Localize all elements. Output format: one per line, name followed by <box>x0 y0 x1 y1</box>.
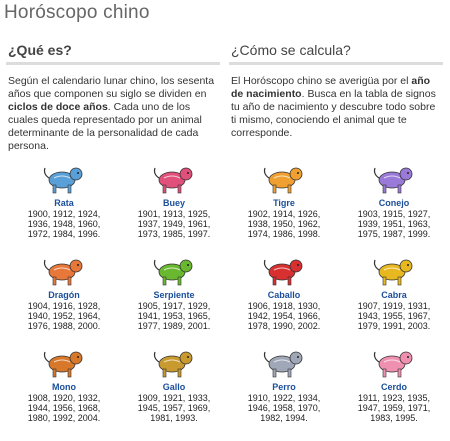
zodiac-sign-years: 1944, 1956, 1968, <box>27 403 101 413</box>
what-is-text-part: Según el calendario lunar chino, los sesenta años que componen su siglo se dividen en <box>8 75 215 100</box>
zodiac-sign-years: 1972, 1984, 1996. <box>27 229 101 239</box>
rabbit-icon <box>372 158 416 198</box>
zodiac-sign[interactable] <box>228 250 340 331</box>
zodiac-sign[interactable] <box>118 342 230 423</box>
dog-icon <box>262 342 306 382</box>
zodiac-sign-years: 1941, 1953, 1965, <box>137 311 211 321</box>
zodiac-sign-years: 1947, 1959, 1971, <box>357 403 431 413</box>
zodiac-sign-name[interactable]: Cerdo <box>380 382 407 392</box>
zodiac-sign[interactable] <box>338 250 450 331</box>
zodiac-sign-name[interactable]: Tigre <box>273 198 295 208</box>
zodiac-sign-name[interactable]: Mono <box>52 382 76 392</box>
rooster-icon <box>152 342 196 382</box>
pig-icon <box>372 342 416 382</box>
zodiac-sign-years: 1982, 1994. <box>260 413 308 423</box>
horse-icon <box>262 250 306 290</box>
zodiac-grid <box>0 158 450 441</box>
zodiac-sign-years: 1908, 1920, 1932, <box>27 393 101 403</box>
how-calc-section <box>229 36 443 140</box>
zodiac-sign-years: 1937, 1949, 1961, <box>137 219 211 229</box>
zodiac-sign-years: 1975, 1987, 1999. <box>357 229 431 239</box>
zodiac-sign[interactable] <box>338 342 450 423</box>
zodiac-sign-years: 1973, 1985, 1997. <box>137 229 211 239</box>
zodiac-sign-years: 1977, 1989, 2001. <box>137 321 211 331</box>
how-calc-text-part: . Busca en la tabla de signos tu año de nacimiento y descubre todo sobre ti mismo, conociendo el animal que te corresponde. <box>231 88 436 139</box>
what-is-text <box>6 75 220 153</box>
zodiac-sign[interactable] <box>8 342 120 423</box>
zodiac-sign-years: 1978, 1990, 2002. <box>247 321 321 331</box>
zodiac-sign-years: 1911, 1923, 1935, <box>358 393 430 403</box>
what-is-heading: ¿Qué es? <box>6 36 220 65</box>
zodiac-sign-years: 1945, 1957, 1969, <box>137 403 211 413</box>
monkey-icon <box>42 342 86 382</box>
page-title: Horóscopo chino <box>4 2 150 23</box>
zodiac-sign-years: 1910, 1922, 1934, <box>247 393 321 403</box>
zodiac-sign-years: 1904, 1916, 1928, <box>27 301 101 311</box>
how-calc-text-bold: año de nacimiento <box>231 75 431 100</box>
zodiac-sign-years: 1983, 1995. <box>370 413 418 423</box>
zodiac-sign-years: 1907, 1919, 1931, <box>357 301 431 311</box>
what-is-text-bold: ciclos de doce años <box>8 101 108 113</box>
zodiac-sign[interactable] <box>228 158 340 239</box>
zodiac-sign-years: 1906, 1918, 1930, <box>247 301 321 311</box>
zodiac-sign-name[interactable]: Conejo <box>378 198 410 208</box>
what-is-text-part: . Cada uno de los cuales queda representado por un animal determinante de la personalidad de cada persona. <box>8 101 202 152</box>
zodiac-sign-years: 1900, 1912, 1924, <box>27 209 101 219</box>
zodiac-sign-years: 1980, 1992, 2004. <box>27 413 101 423</box>
zodiac-sign-years: 1946, 1958, 1970, <box>247 403 321 413</box>
zodiac-sign-years: 1943, 1955, 1967, <box>357 311 431 321</box>
zodiac-sign-name[interactable]: Rata <box>54 198 74 208</box>
zodiac-sign[interactable] <box>338 158 450 239</box>
zodiac-sign-years: 1942, 1954, 1966, <box>247 311 321 321</box>
zodiac-sign-years: 1936, 1948, 1960, <box>27 219 101 229</box>
zodiac-sign-years: 1938, 1950, 1962, <box>247 219 321 229</box>
zodiac-sign-years: 1901, 1913, 1925, <box>137 209 211 219</box>
zodiac-sign-years: 1909, 1921, 1933, <box>137 393 211 403</box>
zodiac-sign-name[interactable]: Dragón <box>48 290 80 300</box>
zodiac-sign-years: 1981, 1993. <box>150 413 198 423</box>
zodiac-sign-name[interactable]: Cabra <box>381 290 407 300</box>
zodiac-sign-years: 1979, 1991, 2003. <box>357 321 431 331</box>
zodiac-sign-name[interactable]: Caballo <box>267 290 301 300</box>
ox-icon <box>152 158 196 198</box>
zodiac-sign-name[interactable]: Perro <box>272 382 296 392</box>
zodiac-sign-years: 1976, 1988, 2000. <box>27 321 101 331</box>
how-calc-heading: ¿Cómo se calcula? <box>229 36 443 65</box>
rat-icon <box>42 158 86 198</box>
what-is-section <box>6 36 220 153</box>
zodiac-sign[interactable] <box>228 342 340 423</box>
zodiac-sign-name[interactable]: Buey <box>162 198 185 208</box>
zodiac-sign[interactable] <box>118 158 230 239</box>
dragon-icon <box>42 250 86 290</box>
zodiac-sign-name[interactable]: Serpiente <box>153 290 195 300</box>
zodiac-sign-name[interactable]: Gallo <box>162 382 186 392</box>
goat-icon <box>372 250 416 290</box>
zodiac-sign-years: 1939, 1951, 1963, <box>357 219 431 229</box>
how-calc-text <box>229 75 443 140</box>
zodiac-sign-years: 1905, 1917, 1929, <box>137 301 211 311</box>
snake-icon <box>152 250 196 290</box>
zodiac-sign-years: 1902, 1914, 1926, <box>247 209 321 219</box>
how-calc-text-part: El Horóscopo chino se averigüa por el <box>231 75 412 87</box>
zodiac-sign-years: 1940, 1952, 1964, <box>27 311 101 321</box>
zodiac-sign[interactable] <box>8 250 120 331</box>
zodiac-sign[interactable] <box>8 158 120 239</box>
tiger-icon <box>262 158 306 198</box>
zodiac-sign[interactable] <box>118 250 230 331</box>
zodiac-sign-years: 1903, 1915, 1927, <box>357 209 431 219</box>
zodiac-sign-years: 1974, 1986, 1998. <box>247 229 321 239</box>
